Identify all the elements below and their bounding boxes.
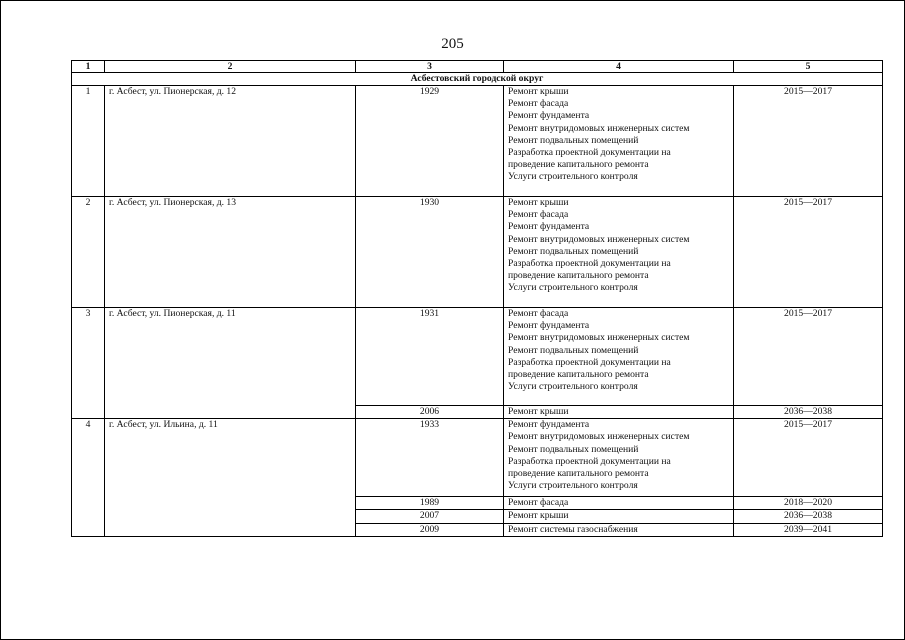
work-item: Услуги строительного контроля — [508, 381, 638, 393]
row-year: 1933 — [356, 419, 504, 497]
row-number: 4 — [72, 419, 105, 537]
column-header-3: 3 — [356, 61, 504, 73]
work-item: Ремонт крыши — [508, 86, 569, 97]
column-header-1: 1 — [72, 61, 105, 73]
column-header-4: 4 — [504, 61, 734, 73]
work-item: проведение капитального ремонта — [508, 159, 649, 171]
row-number: 3 — [72, 308, 105, 419]
row-works — [504, 86, 734, 197]
row-year: 1929 — [356, 86, 504, 197]
page-number: 205 — [441, 36, 464, 52]
repair-schedule-table — [71, 60, 883, 537]
row-period: 2039—2041 — [734, 523, 883, 536]
table-row — [72, 308, 883, 406]
row-works — [504, 308, 734, 406]
row-address: г. Асбест, ул. Ильина, д. 11 — [105, 419, 356, 537]
row-works — [504, 510, 734, 523]
work-item: Ремонт фундамента — [508, 419, 590, 431]
work-item: Ремонт подвальных помещений — [508, 245, 639, 257]
work-item: Услуги строительного контроля — [508, 480, 638, 492]
work-item: Услуги строительного контроля — [508, 171, 638, 183]
row-period: 2036—2038 — [734, 406, 883, 419]
work-item: проведение капитального ремонта — [508, 270, 649, 282]
column-number-row — [72, 61, 883, 73]
work-item: Ремонт системы газоснабжения — [508, 523, 638, 535]
section-title: Асбестовский городской округ — [72, 73, 883, 86]
work-item: Услуги строительного контроля — [508, 282, 638, 294]
row-year: 1989 — [356, 497, 504, 510]
row-period: 2015—2017 — [734, 86, 883, 197]
row-number: 2 — [72, 197, 105, 308]
work-item: Ремонт крыши — [508, 406, 569, 417]
work-item: Ремонт подвальных помещений — [508, 344, 639, 356]
row-year: 2009 — [356, 523, 504, 536]
row-period: 2036—2038 — [734, 510, 883, 523]
row-year: 1931 — [356, 308, 504, 406]
work-item: Ремонт внутридомовых инженерных систем — [508, 332, 690, 344]
row-year: 2007 — [356, 510, 504, 523]
work-item: Разработка проектной документации на — [508, 147, 671, 159]
column-header-5: 5 — [734, 61, 883, 73]
row-address: г. Асбест, ул. Пионерская, д. 13 — [105, 197, 356, 308]
row-works — [504, 406, 734, 419]
work-item: Ремонт внутридомовых инженерных систем — [508, 431, 690, 443]
work-item: Ремонт подвальных помещений — [508, 443, 639, 455]
work-item: Ремонт подвальных помещений — [508, 134, 639, 146]
work-item: Ремонт внутридомовых инженерных систем — [508, 122, 690, 134]
work-item: проведение капитального ремонта — [508, 369, 649, 381]
work-item: Разработка проектной документации на — [508, 258, 671, 270]
row-address: г. Асбест, ул. Пионерская, д. 11 — [105, 308, 356, 419]
row-period: 2015—2017 — [734, 308, 883, 406]
work-item: Ремонт фасада — [508, 98, 569, 110]
work-item: проведение капитального ремонта — [508, 468, 649, 480]
row-works — [504, 419, 734, 497]
row-year: 2006 — [356, 406, 504, 419]
work-item: Ремонт крыши — [508, 510, 569, 522]
row-period: 2015—2017 — [734, 197, 883, 308]
row-year: 1930 — [356, 197, 504, 308]
work-item: Ремонт фасада — [508, 209, 569, 221]
row-works — [504, 197, 734, 308]
work-item: Ремонт фундамента — [508, 221, 590, 233]
row-works — [504, 523, 734, 536]
table-row — [72, 197, 883, 308]
table-row — [72, 86, 883, 197]
work-item: Разработка проектной документации на — [508, 455, 671, 467]
work-item: Ремонт фундамента — [508, 320, 590, 332]
row-period: 2015—2017 — [734, 419, 883, 497]
column-header-2: 2 — [105, 61, 356, 73]
work-item: Разработка проектной документации на — [508, 356, 671, 368]
work-item: Ремонт внутридомовых инженерных систем — [508, 233, 690, 245]
work-item: Ремонт крыши — [508, 197, 569, 208]
table-row — [72, 419, 883, 497]
row-address: г. Асбест, ул. Пионерская, д. 12 — [105, 86, 356, 197]
row-number: 1 — [72, 86, 105, 197]
work-item: Ремонт фасада — [508, 308, 569, 319]
row-works — [504, 497, 734, 510]
section-row — [72, 73, 883, 86]
row-period: 2018—2020 — [734, 497, 883, 510]
work-item: Ремонт фасада — [508, 497, 569, 509]
work-item: Ремонт фундамента — [508, 110, 590, 122]
